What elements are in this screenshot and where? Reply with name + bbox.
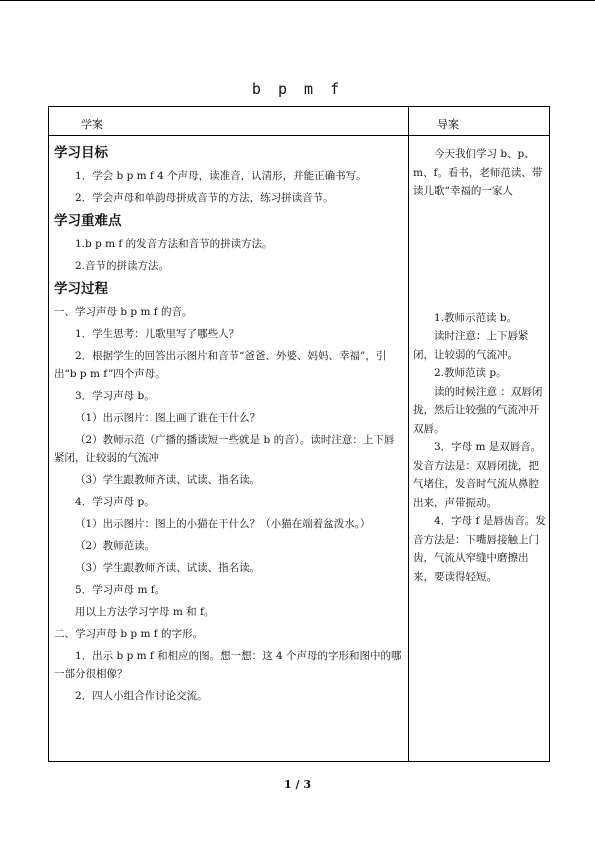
- column-divider: [408, 107, 409, 761]
- process-item: 用以上方法学习字母 m 和 f。: [75, 606, 215, 618]
- guide-item: 2.教师范读 p。: [434, 367, 507, 379]
- guide-item: 读的时候注意 ：双唇闭拢，然后让较强的气流冲开双唇。: [413, 385, 543, 435]
- guide-item: 4．字母 f 是唇齿音。发音方法是：下嘴唇接触上门齿，气流从窄缝中磨擦出来，要读得轻短。: [413, 515, 546, 583]
- guide-intro: 今天我们学习 b、p、m、f。看书，老师范读、带读儿歌“幸福的一家人: [413, 148, 543, 197]
- goal-item: 1．学会 b p m f 4 个声母，读准音，认清形，并能正确书写。: [75, 170, 367, 182]
- process-item: 4．学习声母 p。: [75, 496, 155, 508]
- goal-item: 2．学会声母和单韵母拼成音节的方法，练习拼读音节。: [75, 192, 334, 204]
- process-item: （2）教师范读。: [75, 540, 156, 552]
- header-teacher-guide: 导案: [437, 118, 459, 131]
- process-item: 2．根据学生的回答出示图片和音节“爸爸、外婆、妈妈、幸福”，引出“b p m f”四个声母。: [54, 350, 387, 380]
- process-item: 二、学习声母 b p m f 的字形。: [54, 628, 203, 640]
- page-number: 1 / 3: [284, 778, 311, 791]
- process-item: 1．出示 b p m f 和相应的图。想一想：这 4 个声母的字形和图中的哪一部分很相像？: [54, 650, 402, 680]
- process-item: （2）教师示范（广播的播读短一些就是 b 的音）。读时注意：上下唇紧闭，让较弱的气流冲: [54, 434, 395, 464]
- process-heading: 学习过程: [54, 281, 108, 297]
- process-item: 一、学习声母 b p m f 的音。: [54, 306, 193, 318]
- header-student-plan: 学案: [81, 118, 103, 131]
- process-item: （1）出示图片：图上的小猫在干什么？（小猫在端着盆泼水。）: [75, 518, 371, 530]
- process-item: 3．学习声母 b。: [75, 390, 155, 402]
- process-item: （3）学生跟教师齐读、试读、指名读。: [75, 562, 261, 574]
- key-point-item: 1.b p m f 的发音方法和音节的拼读方法。: [75, 238, 273, 250]
- process-item: 2．四人小组合作讨论交流。: [75, 690, 208, 702]
- student-plan-column: [54, 143, 404, 709]
- process-item: （3）学生跟教师齐读、试读、指名读。: [75, 474, 261, 486]
- teacher-guide-column: [413, 145, 547, 586]
- goals-heading: 学习目标: [54, 145, 108, 161]
- guide-item: 1.教师示范读 b。: [434, 311, 518, 324]
- process-item: 1．学生思考：儿歌里写了哪些人？: [75, 328, 240, 340]
- guide-item: 3．字母 m 是双唇音。发音方法是：双唇闭拢，把气堵住，发音时气流从鼻腔出来，声带振动。: [413, 441, 542, 509]
- header-divider: [49, 135, 549, 136]
- process-item: （1）出示图片：图上画了谁在干什么？: [75, 412, 261, 424]
- key-points-heading: 学习重难点: [54, 213, 122, 229]
- guide-item: 读时注意：上下唇紧闭，让较弱的气流冲。: [413, 330, 529, 361]
- lesson-table: [48, 106, 550, 762]
- top-rule: [0, 0, 595, 1]
- process-item: 5．学习声母 m f。: [75, 584, 166, 596]
- key-point-item: 2.音节的拼读方法。: [75, 260, 170, 272]
- page-title: b p m f: [251, 80, 344, 98]
